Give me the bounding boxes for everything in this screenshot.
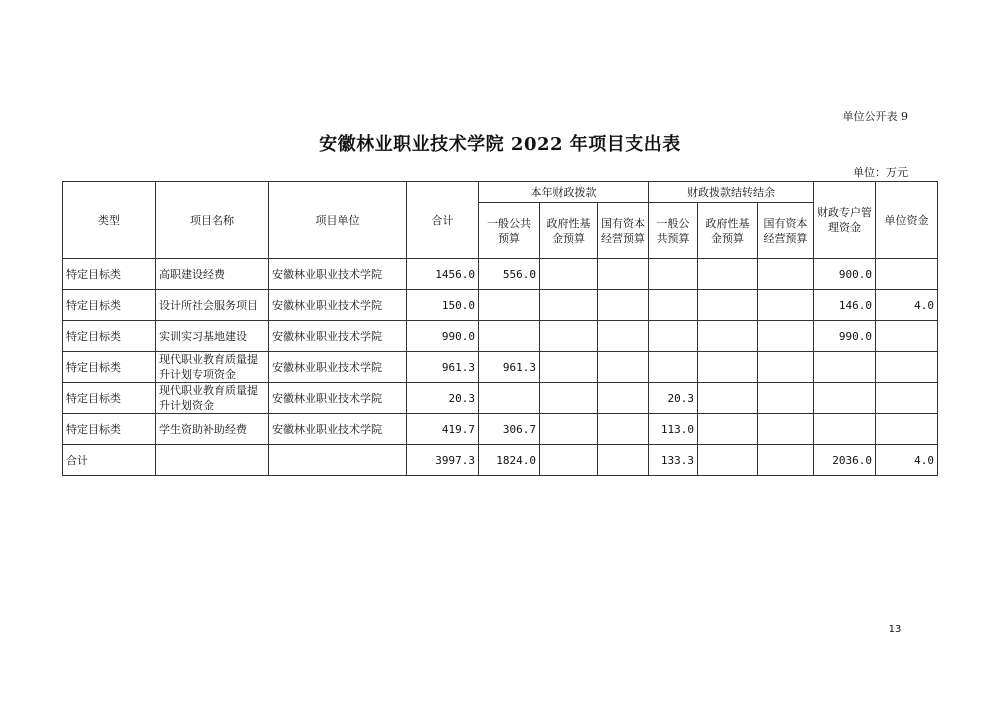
cell-total-carry-general: 133.3 xyxy=(649,445,698,476)
cell-project-unit: 安徽林业职业技术学院 xyxy=(269,352,407,383)
cell-carry-state xyxy=(758,321,814,352)
cell-unit-fund xyxy=(876,321,938,352)
cell-type: 特定目标类 xyxy=(63,352,156,383)
table-row xyxy=(63,290,938,321)
cell-total: 1456.0 xyxy=(407,259,479,290)
header-special-account-fund: 财政专户管理资金 xyxy=(814,182,876,259)
document-title: 安徽林业职业技术学院 2022 年项目支出表 xyxy=(319,134,681,155)
cell-empty xyxy=(156,445,269,476)
header-current-state-capital: 国有资本经营预算 xyxy=(598,203,649,259)
cell-current-gov xyxy=(540,321,598,352)
header-project-name: 项目名称 xyxy=(156,182,269,259)
cell-carry-gov xyxy=(698,352,758,383)
header-carryover-balance: 财政拨款结转结余 xyxy=(649,182,814,203)
cell-empty xyxy=(758,445,814,476)
cell-grand-total: 3997.3 xyxy=(407,445,479,476)
table-row xyxy=(63,321,938,352)
cell-carry-general xyxy=(649,259,698,290)
cell-current-gov xyxy=(540,383,598,414)
cell-type: 特定目标类 xyxy=(63,259,156,290)
cell-empty xyxy=(540,445,598,476)
header-carry-state-capital: 国有资本经营预算 xyxy=(758,203,814,259)
cell-project-name: 实训实习基地建设 xyxy=(156,321,269,352)
cell-current-state xyxy=(598,321,649,352)
cell-current-gov xyxy=(540,290,598,321)
cell-unit-fund: 4.0 xyxy=(876,290,938,321)
cell-carry-gov xyxy=(698,414,758,445)
cell-carry-gov xyxy=(698,383,758,414)
cell-current-state xyxy=(598,383,649,414)
cell-project-name: 学生资助补助经费 xyxy=(156,414,269,445)
cell-empty xyxy=(269,445,407,476)
cell-total-unit-fund: 4.0 xyxy=(876,445,938,476)
cell-carry-general xyxy=(649,352,698,383)
cell-total-current-general: 1824.0 xyxy=(479,445,540,476)
cell-total: 150.0 xyxy=(407,290,479,321)
table-row xyxy=(63,352,938,383)
cell-current-general xyxy=(479,290,540,321)
cell-type: 特定目标类 xyxy=(63,383,156,414)
cell-carry-general: 20.3 xyxy=(649,383,698,414)
cell-carry-state xyxy=(758,352,814,383)
cell-current-general: 556.0 xyxy=(479,259,540,290)
cell-current-general: 961.3 xyxy=(479,352,540,383)
cell-unit-fund xyxy=(876,259,938,290)
cell-current-general xyxy=(479,383,540,414)
cell-special-fund: 990.0 xyxy=(814,321,876,352)
cell-project-name: 高职建设经费 xyxy=(156,259,269,290)
cell-type: 特定目标类 xyxy=(63,414,156,445)
cell-carry-general xyxy=(649,321,698,352)
cell-carry-state xyxy=(758,414,814,445)
cell-total: 20.3 xyxy=(407,383,479,414)
table-row xyxy=(63,414,938,445)
total-row xyxy=(63,445,938,476)
cell-project-unit: 安徽林业职业技术学院 xyxy=(269,414,407,445)
cell-carry-state xyxy=(758,383,814,414)
cell-project-name: 现代职业教育质量提升计划专项资金 xyxy=(156,352,269,383)
cell-carry-state xyxy=(758,290,814,321)
cell-current-state xyxy=(598,414,649,445)
header-carry-gov-fund: 政府性基金预算 xyxy=(698,203,758,259)
table-row xyxy=(63,259,938,290)
cell-project-unit: 安徽林业职业技术学院 xyxy=(269,321,407,352)
table-row xyxy=(63,383,938,414)
cell-total-label: 合计 xyxy=(63,445,156,476)
cell-project-unit: 安徽林业职业技术学院 xyxy=(269,259,407,290)
cell-total-special-fund: 2036.0 xyxy=(814,445,876,476)
cell-total: 990.0 xyxy=(407,321,479,352)
cell-project-unit: 安徽林业职业技术学院 xyxy=(269,383,407,414)
cell-project-unit: 安徽林业职业技术学院 xyxy=(269,290,407,321)
cell-special-fund: 900.0 xyxy=(814,259,876,290)
header-current-year-appropriation: 本年财政拨款 xyxy=(479,182,649,203)
cell-current-gov xyxy=(540,414,598,445)
header-current-general-budget: 一般公共预算 xyxy=(479,203,540,259)
cell-empty xyxy=(698,445,758,476)
cell-carry-general xyxy=(649,290,698,321)
cell-project-name: 设计所社会服务项目 xyxy=(156,290,269,321)
cell-carry-general: 113.0 xyxy=(649,414,698,445)
cell-carry-gov xyxy=(698,259,758,290)
header-unit-fund: 单位资金 xyxy=(876,182,938,259)
cell-current-state xyxy=(598,352,649,383)
form-number: 单位公开表 9 xyxy=(842,110,908,123)
cell-current-general xyxy=(479,321,540,352)
cell-special-fund xyxy=(814,383,876,414)
cell-total: 961.3 xyxy=(407,352,479,383)
cell-carry-gov xyxy=(698,290,758,321)
cell-unit-fund xyxy=(876,352,938,383)
cell-unit-fund xyxy=(876,414,938,445)
header-total: 合计 xyxy=(407,182,479,259)
header-carry-general-budget: 一般公共预算 xyxy=(649,203,698,259)
cell-current-gov xyxy=(540,259,598,290)
cell-current-state xyxy=(598,259,649,290)
cell-carry-gov xyxy=(698,321,758,352)
currency-unit: 单位：万元 xyxy=(853,166,908,179)
cell-project-name: 现代职业教育质量提升计划资金 xyxy=(156,383,269,414)
header-type: 类型 xyxy=(63,182,156,259)
cell-special-fund xyxy=(814,352,876,383)
cell-type: 特定目标类 xyxy=(63,321,156,352)
cell-current-general: 306.7 xyxy=(479,414,540,445)
cell-current-state xyxy=(598,290,649,321)
page-number: 13 xyxy=(888,624,902,635)
cell-empty xyxy=(598,445,649,476)
cell-special-fund xyxy=(814,414,876,445)
cell-current-gov xyxy=(540,352,598,383)
cell-special-fund: 146.0 xyxy=(814,290,876,321)
cell-total: 419.7 xyxy=(407,414,479,445)
cell-unit-fund xyxy=(876,383,938,414)
cell-type: 特定目标类 xyxy=(63,290,156,321)
header-current-gov-fund: 政府性基金预算 xyxy=(540,203,598,259)
project-expenditure-table xyxy=(62,181,938,476)
header-project-unit: 项目单位 xyxy=(269,182,407,259)
cell-carry-state xyxy=(758,259,814,290)
